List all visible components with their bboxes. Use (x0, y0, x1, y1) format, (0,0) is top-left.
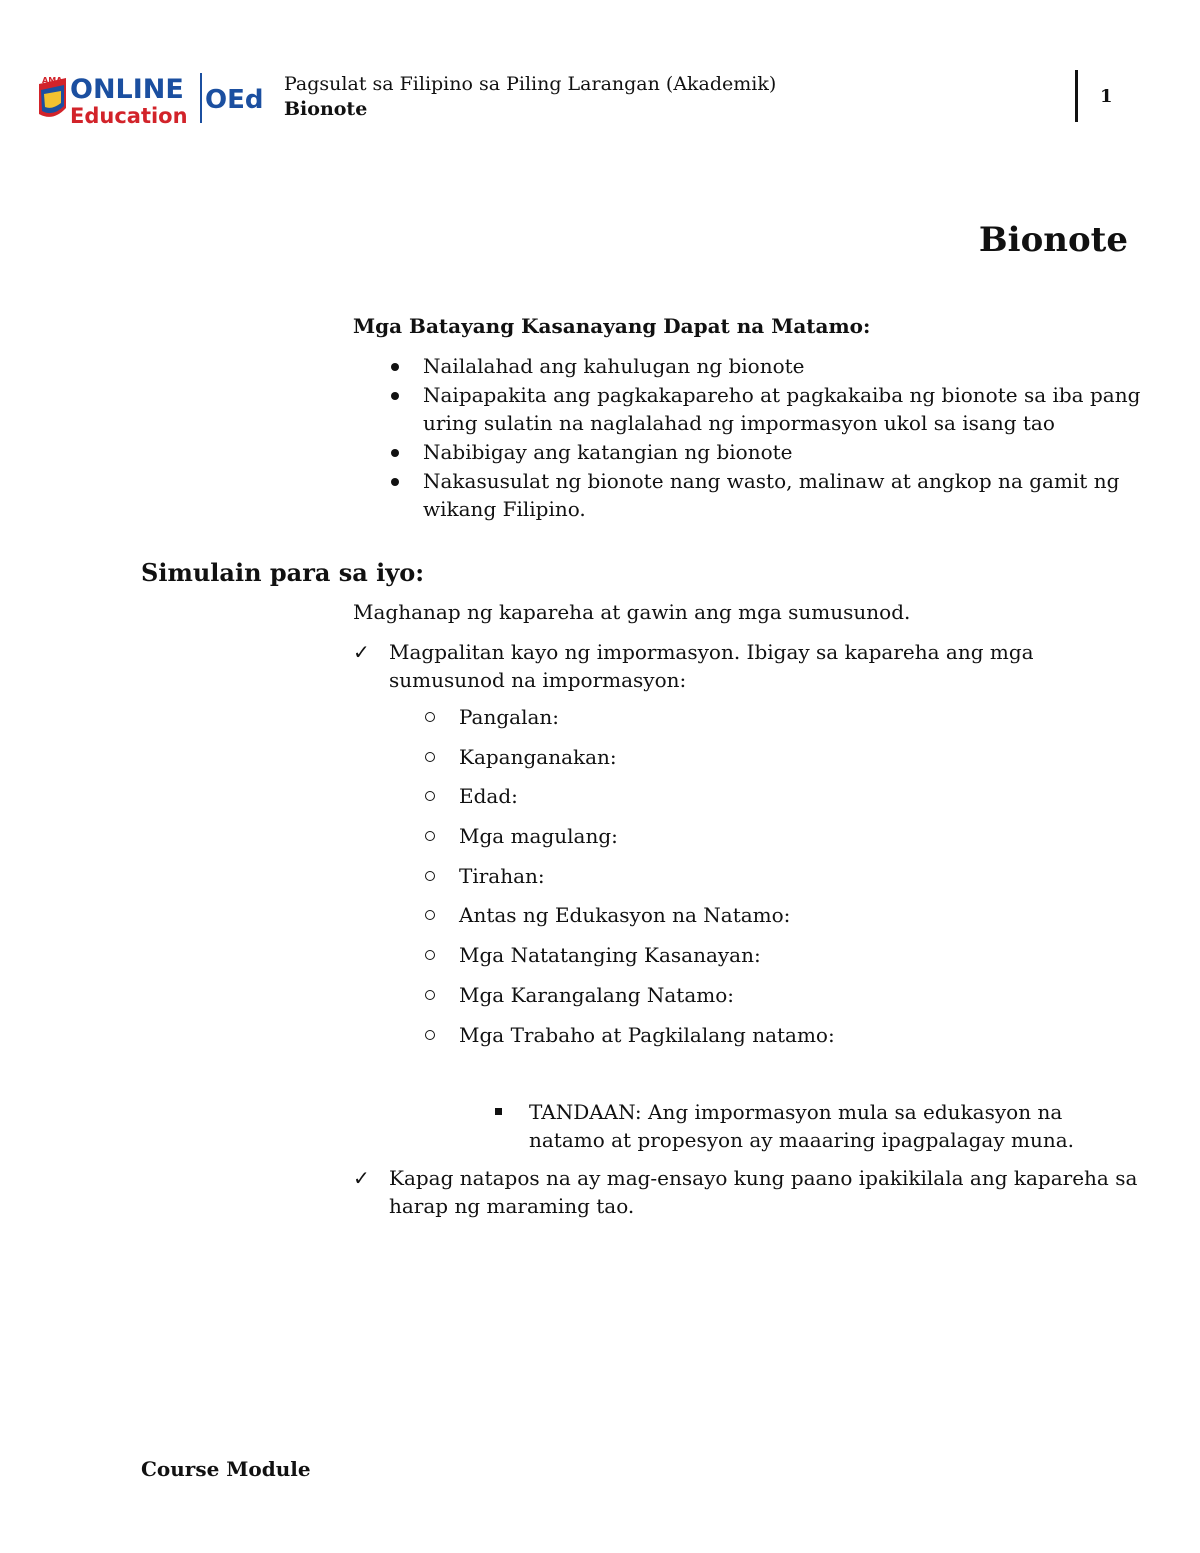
checkmark-icon: ✓ (353, 640, 370, 664)
list-item: Mga Natatanging Kasanayan: (424, 941, 835, 981)
circle-bullet-icon (425, 752, 435, 762)
circle-bullet-icon (425, 910, 435, 920)
circle-bullet-icon (425, 990, 435, 1000)
objectives-list (353, 352, 1143, 524)
bullet-icon (391, 392, 399, 400)
circle-bullet-icon (425, 791, 435, 801)
info-fields-list (424, 703, 835, 1060)
list-item: Pangalan: (424, 703, 835, 743)
page-title: Bionote (978, 220, 1128, 260)
step-two: ✓ Kapag natapos na ay mag-ensayo kung paano ipakikilala ang kapareha sa harap ng maraming tao. (353, 1166, 1138, 1218)
list-item: Nabibigay ang katangian ng bionote (353, 438, 1143, 466)
bullet-icon (391, 449, 399, 457)
list-item: Edad: (424, 782, 835, 822)
footer-label: Course Module (141, 1457, 311, 1481)
note-reminder: TANDAAN: Ang impormasyon mula sa edukasyon na natamo at propesyon ay maaaring ipagpalagay muna. (494, 1098, 1134, 1154)
list-item: Nakasusulat ng bionote nang wasto, malinaw at angkop na gamit ng wikang Filipino. (353, 467, 1143, 523)
objectives-heading: Mga Batayang Kasanayang Dapat na Matamo: (353, 314, 871, 338)
circle-bullet-icon (425, 831, 435, 841)
square-bullet-icon (495, 1108, 502, 1115)
page-number: 1 (1100, 86, 1113, 107)
section-heading: Simulain para sa iyo: (141, 558, 425, 587)
logo-education-text: Education (70, 104, 188, 126)
header-topic: Bionote (284, 98, 368, 120)
bullet-icon (391, 478, 399, 486)
circle-bullet-icon (425, 712, 435, 722)
list-item: Mga magulang: (424, 822, 835, 862)
header-divider (1075, 70, 1078, 122)
ama-shield-icon (39, 76, 66, 117)
list-item: Mga Trabaho at Pagkilalang natamo: (424, 1021, 835, 1061)
list-item: Nailalahad ang kahulugan ng bionote (353, 352, 1143, 380)
bullet-icon (391, 363, 399, 371)
list-item: Kapanganakan: (424, 743, 835, 783)
logo-oed-text: OEd (205, 85, 264, 115)
list-item: Antas ng Edukasyon na Natamo: (424, 901, 835, 941)
header-course-title: Pagsulat sa Filipino sa Piling Larangan (Akademik) (284, 73, 777, 95)
svg-text:AMA: AMA (42, 76, 63, 85)
step-one: ✓ Magpalitan kayo ng impormasyon. Ibigay sa kapareha ang mga sumusunod na impormasyon: (353, 640, 1034, 692)
list-item: Tirahan: (424, 862, 835, 902)
checkmark-icon: ✓ (353, 1166, 370, 1190)
list-item: Naipapakita ang pagkakapareho at pagkakaiba ng bionote sa iba pang uring sulatin na naglalahad ng impormasyon ukol sa isang tao (353, 381, 1143, 437)
circle-bullet-icon (425, 950, 435, 960)
circle-bullet-icon (425, 871, 435, 881)
logo-online-text: ONLINE (70, 74, 184, 105)
activity-intro: Maghanap ng kapareha at gawin ang mga sumusunod. (353, 600, 911, 624)
circle-bullet-icon (425, 1030, 435, 1040)
list-item: Mga Karangalang Natamo: (424, 981, 835, 1021)
online-education-logo (36, 70, 272, 126)
